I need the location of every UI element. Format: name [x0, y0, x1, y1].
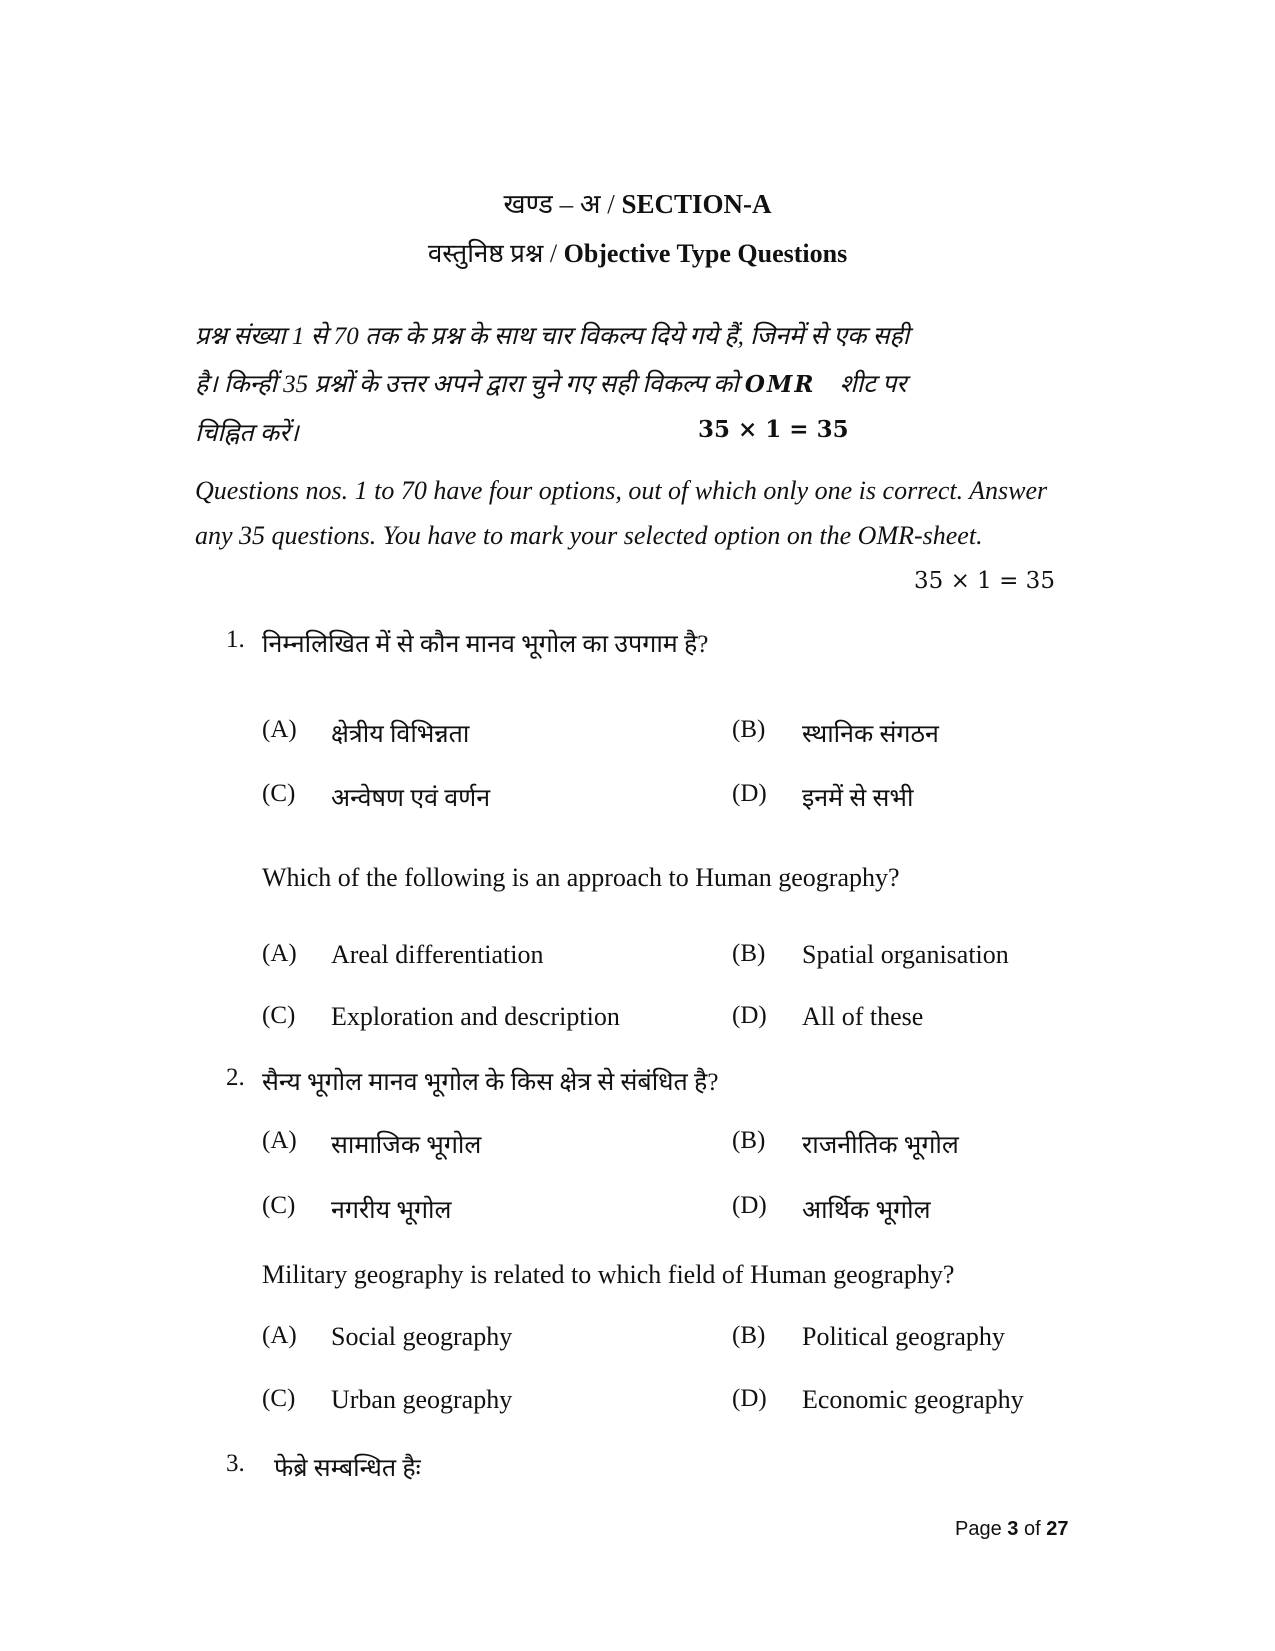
section-heading	[0, 184, 1275, 221]
option-text: नगरीय भूगोल	[331, 1197, 452, 1224]
question-text-hi: निम्नलिखित में से कौन मानव भूगोल का उपगाम है?	[262, 631, 709, 658]
option-label: (B)	[732, 940, 766, 967]
option-label: (A)	[262, 716, 297, 743]
marks-hi: 35 × 1 = 35	[698, 416, 849, 443]
footer-total-pages: 27	[1046, 1518, 1069, 1540]
option-label: (D)	[732, 1385, 767, 1412]
page-footer	[955, 1518, 1068, 1541]
option-text: अन्वेषण एवं वर्णन	[331, 785, 491, 812]
question-type-heading	[0, 234, 1275, 270]
option-text: Areal differentiation	[331, 940, 544, 969]
option-label: (A)	[262, 1127, 297, 1154]
option-text: Economic geography	[802, 1385, 1024, 1414]
section-heading-en: SECTION-A	[621, 189, 772, 219]
option-label: (C)	[262, 780, 296, 807]
option-text: क्षेत्रीय विभिन्नता	[331, 721, 470, 748]
option-label: (D)	[732, 1002, 767, 1029]
question-number: 2.	[226, 1064, 245, 1091]
option-text: Exploration and description	[331, 1002, 620, 1031]
instruction-hi-line2-end: शीट पर	[839, 371, 907, 398]
question-text-hi: फेब्रे सम्बन्धित हैः	[274, 1455, 421, 1482]
option-label: (B)	[732, 1127, 766, 1154]
option-label: (C)	[262, 1002, 296, 1029]
question-type-en: Objective Type Questions	[563, 239, 848, 268]
option-text: Social geography	[331, 1322, 513, 1351]
section-heading-hi: खण्ड – अ /	[503, 189, 615, 219]
question-number: 3.	[226, 1450, 245, 1477]
option-label: (B)	[732, 716, 766, 743]
option-label: (A)	[262, 940, 297, 967]
question-text-en: Which of the following is an approach to Human geography?	[262, 863, 900, 892]
option-label: (C)	[262, 1192, 296, 1219]
question-number: 1.	[226, 626, 245, 653]
marks-en: 35 × 1 = 35	[914, 568, 1055, 594]
option-label: (C)	[262, 1385, 296, 1412]
option-text: Political geography	[802, 1322, 1005, 1351]
option-label: (A)	[262, 1322, 297, 1349]
instruction-hi-line2	[195, 366, 907, 400]
question-type-hi: वस्तुनिष्ठ प्रश्न /	[427, 239, 558, 268]
option-text: स्थानिक संगठन	[802, 721, 939, 748]
instruction-omr: OMR	[744, 371, 816, 398]
option-text: All of these	[802, 1002, 924, 1031]
option-text: आर्थिक भूगोल	[802, 1197, 931, 1224]
instruction-hi-line1: प्रश्न संख्या 1 से 70 तक के प्रश्न के साथ चार विकल्प दिये गये हैं, जिनमें से एक सही	[195, 323, 910, 350]
option-label: (D)	[732, 1192, 767, 1219]
footer-page-word: Page	[955, 1518, 1002, 1540]
option-text: राजनीतिक भूगोल	[802, 1132, 959, 1159]
instruction-en-line2: any 35 questions. You have to mark your selected option on the OMR-sheet.	[195, 521, 983, 550]
footer-current-page: 3	[1007, 1518, 1019, 1540]
option-text: इनमें से सभी	[802, 785, 914, 812]
option-label: (B)	[732, 1322, 766, 1349]
instruction-en-line1: Questions nos. 1 to 70 have four options, out of which only one is correct. Answer	[195, 476, 1048, 505]
option-label: (D)	[732, 780, 767, 807]
instruction-hi-line2-text: है। किन्हीं 35 प्रश्नों के उत्तर अपने द्वारा चुने गए सही विकल्प को	[195, 371, 739, 398]
question-text-hi: सैन्य भूगोल मानव भूगोल के किस क्षेत्र से संबंधित है?	[262, 1069, 719, 1096]
footer-of-word: of	[1023, 1518, 1041, 1540]
instruction-hi-line3: चिह्नित करें।	[195, 420, 299, 447]
option-text: Spatial organisation	[802, 940, 1009, 969]
question-text-en: Military geography is related to which field of Human geography?	[262, 1260, 955, 1289]
option-text: Urban geography	[331, 1385, 513, 1414]
option-text: सामाजिक भूगोल	[331, 1132, 482, 1159]
